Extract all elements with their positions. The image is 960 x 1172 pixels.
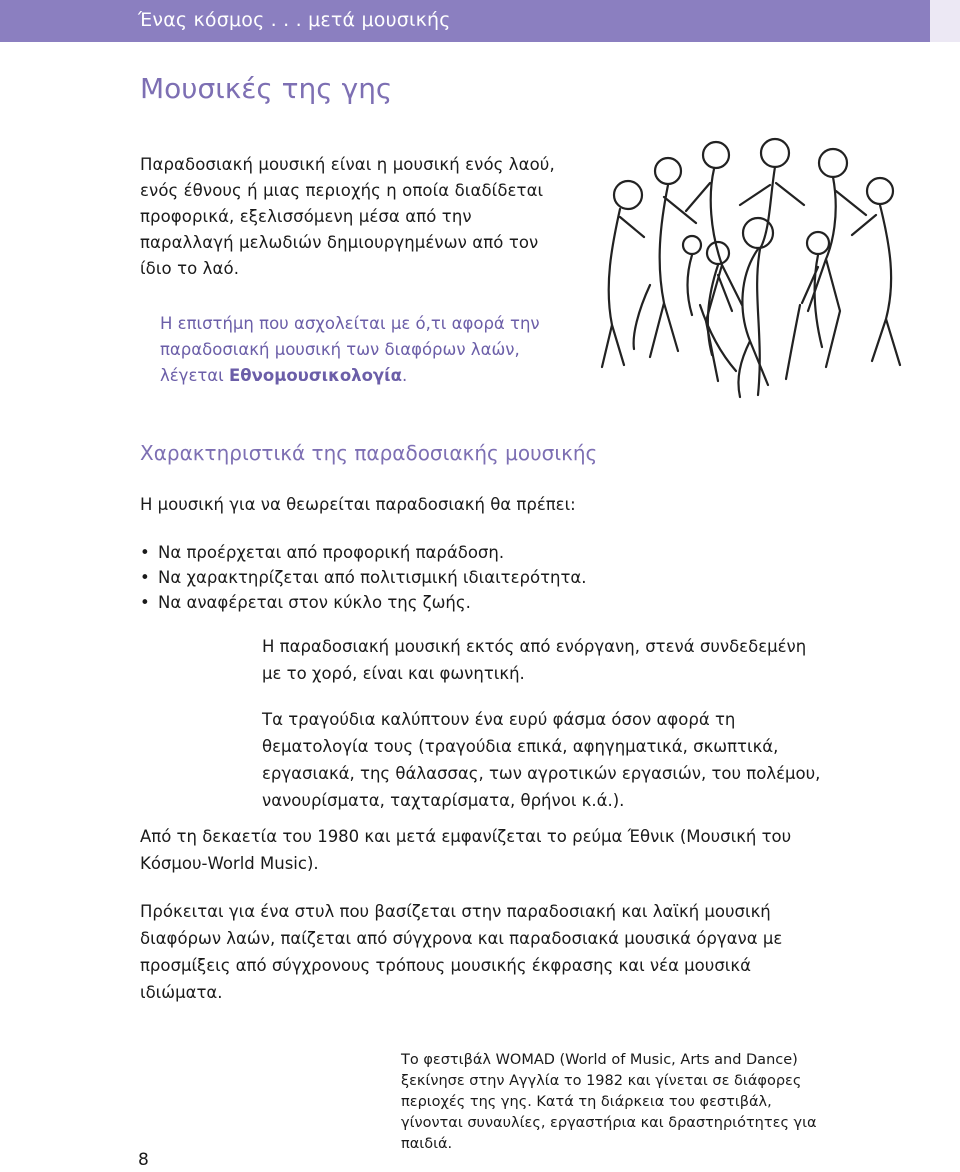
callout-text: Η επιστήμη που ασχολείται με ό,τι αφορά την παραδοσιακή μουσική των διαφόρων λαών, λέγεται (160, 314, 540, 385)
dancers-circle-illustration (590, 135, 920, 405)
page-number: 8 (138, 1150, 149, 1170)
running-title: Ένας κόσμος . . . μετά μουσικής (138, 9, 451, 31)
page-title: Μουσικές της γης (140, 72, 393, 105)
ethnomusicology-callout (160, 311, 560, 389)
header-cap (930, 0, 960, 42)
intro-paragraph: Παραδοσιακή μουσική είναι η μουσική ενός λαού, ενός έθνους ή μιας περιοχής η οποία διαδίδεται προφορικά, εξελισσόμενη μέσα από την παραλλαγή μελωδιών δημιουργημένων από τον ίδιο το λαό. (140, 155, 555, 278)
style-paragraph: Πρόκειται για ένα στυλ που βασίζεται στην παραδοσιακή και λαϊκή μουσική διαφόρων λαών, παίζεται από σύγχρονα και παραδοσιακά μουσικά όργανα με προσμίξεις από σύγχρονους τρόπους μουσικής έκφρασης και νέα μουσικά ιδιώματα. (140, 902, 783, 1002)
ethnic-paragraph: Από τη δεκαετία του 1980 και μετά εμφανίζεται το ρεύμα Έθνικ (Μουσική του Κόσμου-World Music). (140, 827, 792, 873)
callout-term: Εθνομουσικολογία (229, 366, 402, 385)
section-heading: Χαρακτηριστικά της παραδοσιακής μουσικής (140, 441, 598, 465)
lead-sentence: Η μουσική για να θεωρείται παραδοσιακή θα πρέπει: (140, 495, 576, 514)
characteristics-list (140, 540, 587, 615)
callout-end: . (401, 366, 408, 385)
header-bar (0, 0, 960, 42)
songs-paragraph: Τα τραγούδια καλύπτουν ένα ευρύ φάσμα όσον αφορά τη θεματολογία τους (τραγούδια επικά, αφηγηματικά, σκωπτικά, εργασιακά, της θάλασσας, των αγροτικών εργασιών, του πολέμου, νανουρίσματα, ταχταρίσματα, θρήνοι κ.ά.). (262, 710, 821, 810)
womad-footnote: Το φεστιβάλ WOMAD (World of Music, Arts and Dance) ξεκίνησε στην Αγγλία το 1982 και γίνεται σε διάφορες περιοχές της γης. Κατά τη διάρκεια του φεστιβάλ, γίνονται συναυλίες, εργαστήρια και δραστηριότητες για παιδιά. (401, 1052, 817, 1152)
list-item: • Να αναφέρεται στον κύκλο της ζωής. (140, 590, 587, 615)
vocal-paragraph: Η παραδοσιακή μουσική εκτός από ενόργανη, στενά συνδεδεμένη με το χορό, είναι και φωνητική. (262, 637, 807, 683)
list-item: • Να χαρακτηρίζεται από πολιτισμική ιδιαιτερότητα. (140, 565, 587, 590)
list-item: • Να προέρχεται από προφορική παράδοση. (140, 540, 587, 565)
